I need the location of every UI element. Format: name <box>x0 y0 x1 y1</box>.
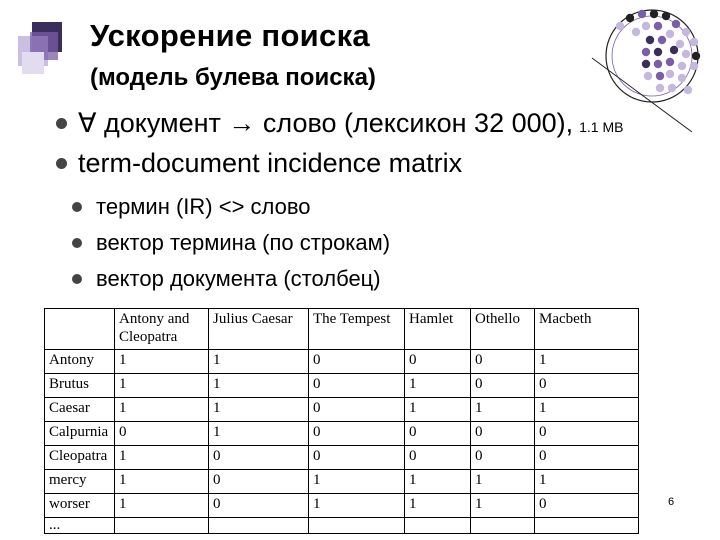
logo-dot <box>658 36 666 44</box>
table-header-cell: Othello <box>471 309 535 350</box>
logo-dot <box>676 40 684 48</box>
table-header-cell: Macbeth <box>535 309 639 350</box>
logo-dot <box>692 52 700 60</box>
table-cell: 1 <box>209 374 309 398</box>
bullet-dot-icon <box>72 274 82 284</box>
table-row <box>45 374 639 398</box>
table-cell: 1 <box>471 494 535 518</box>
bullet-incidence-matrix-text: term-document incidence matrix <box>78 148 463 178</box>
bullet-dot-icon <box>56 158 67 169</box>
logo-dot <box>644 72 652 80</box>
logo-dot <box>684 86 692 94</box>
table-cell <box>405 518 471 534</box>
table-cell: 1 <box>405 398 471 422</box>
table-cell: 1 <box>209 350 309 374</box>
sub-bullet-term-vector-text: вектор термина (по строкам) <box>96 230 391 255</box>
logo-dot <box>654 60 662 68</box>
logo-dot <box>638 10 646 18</box>
logo-dot <box>670 46 678 54</box>
table-cell: 0 <box>309 422 405 446</box>
table-cell: 0 <box>405 446 471 470</box>
table-header-cell <box>45 309 115 350</box>
table-cell: 1 <box>535 470 639 494</box>
table-cell: 0 <box>405 350 471 374</box>
table-cell: 0 <box>209 470 309 494</box>
slide-title: Ускорение поиска <box>90 18 370 53</box>
table-cell: 1 <box>115 494 209 518</box>
bullet-dot-icon <box>72 202 82 212</box>
logo-dot <box>654 22 662 30</box>
table-header-cell: Hamlet <box>405 309 471 350</box>
logo-dot <box>642 60 650 68</box>
logo-dot <box>666 58 674 66</box>
table-cell: 1 <box>471 398 535 422</box>
logo-dot <box>654 48 662 56</box>
table-cell: 0 <box>471 446 535 470</box>
table-cell: 0 <box>309 446 405 470</box>
sub-bullet-term-text: термин (IR) <> слово <box>96 194 311 219</box>
table-cell: 1 <box>405 494 471 518</box>
bullet-lexicon-text: ∀ документ → слово (лексикон 32 000), <box>78 108 574 138</box>
table-cell: 1 <box>115 446 209 470</box>
table-cell: 1 <box>405 470 471 494</box>
table-cell: 1 <box>471 470 535 494</box>
table-row <box>45 494 639 518</box>
sub-bullet-term <box>72 194 311 220</box>
bullet-lexicon <box>56 108 623 139</box>
table-cell: 0 <box>535 494 639 518</box>
sub-bullet-doc-vector <box>72 266 381 292</box>
table-row <box>45 422 639 446</box>
table-row-term: mercy <box>45 470 115 494</box>
table-cell: 1 <box>309 470 405 494</box>
logo-dot <box>656 84 664 92</box>
table-cell: 1 <box>115 350 209 374</box>
table-cell: 1 <box>115 398 209 422</box>
table-cell: 0 <box>209 494 309 518</box>
bullet-dot-icon <box>56 118 67 129</box>
table-row-term: worser <box>45 494 115 518</box>
logo-dot <box>666 70 674 78</box>
table-cell: 0 <box>471 350 535 374</box>
table-header-cell: Antony and Cleopatra <box>115 309 209 350</box>
logo-dot <box>642 48 650 56</box>
logo-dot <box>678 62 686 70</box>
logo-dot <box>668 84 676 92</box>
table-header-row <box>45 309 639 350</box>
table-header-cell: Julius Caesar <box>209 309 309 350</box>
logo-dot <box>678 74 686 82</box>
table-row-term: Antony <box>45 350 115 374</box>
table-cell <box>471 518 535 534</box>
page-number: 6 <box>668 496 675 508</box>
logo-dot <box>666 30 674 38</box>
table-row <box>45 350 639 374</box>
table-row <box>45 446 639 470</box>
table-row-term: Cleopatra <box>45 446 115 470</box>
sub-bullet-term-vector <box>72 230 390 256</box>
table-cell: 1 <box>115 470 209 494</box>
table-row-term: ... <box>45 518 115 534</box>
logo-dot <box>616 22 624 30</box>
bullet-incidence-matrix <box>56 148 462 179</box>
table-cell: 0 <box>309 374 405 398</box>
logo-dot <box>672 20 680 28</box>
table-cell: 1 <box>209 398 309 422</box>
table-cell: 1 <box>535 398 639 422</box>
table-cell: 1 <box>309 494 405 518</box>
logo-dot <box>656 72 664 80</box>
table-cell: 1 <box>115 374 209 398</box>
table-row <box>45 470 639 494</box>
table-cell: 0 <box>115 422 209 446</box>
logo-dot <box>650 10 658 18</box>
bullet-lexicon-size: 1.1 MB <box>579 118 624 135</box>
table-cell: 1 <box>209 422 309 446</box>
table-cell: 1 <box>405 374 471 398</box>
table-cell: 0 <box>405 422 471 446</box>
table-cell <box>535 518 639 534</box>
table-cell: 0 <box>535 374 639 398</box>
table-cell: 0 <box>535 446 639 470</box>
logo-dot <box>642 22 650 30</box>
logo-dot <box>682 50 690 58</box>
sub-bullet-doc-vector-text: вектор документа (столбец) <box>96 266 381 291</box>
logo-dot <box>690 38 698 46</box>
table-cell: 0 <box>309 350 405 374</box>
table-cell: 0 <box>209 446 309 470</box>
bullet-dot-icon <box>72 238 82 248</box>
slide-subtitle: (модель булева поиска) <box>90 64 376 91</box>
logo-dot <box>690 62 698 70</box>
incidence-matrix-table <box>44 308 639 534</box>
table-cell: 1 <box>535 350 639 374</box>
table-cell <box>309 518 405 534</box>
table-row-term: Caesar <box>45 398 115 422</box>
table-cell <box>115 518 209 534</box>
table-row-term: Calpurnia <box>45 422 115 446</box>
table-row-term: Brutus <box>45 374 115 398</box>
logo-dot <box>682 28 690 36</box>
table-row <box>45 398 639 422</box>
decorative-squares-icon <box>18 22 80 84</box>
table-cell: 0 <box>471 422 535 446</box>
logo-dot <box>646 36 654 44</box>
table-cell: 0 <box>471 374 535 398</box>
table-row <box>45 518 639 534</box>
table-cell <box>209 518 309 534</box>
table-header-cell: The Tempest <box>309 309 405 350</box>
logo-dot <box>626 14 634 22</box>
logo-dot <box>632 28 640 36</box>
table-cell: 0 <box>309 398 405 422</box>
table-cell: 0 <box>535 422 639 446</box>
logo-dot <box>662 12 670 20</box>
